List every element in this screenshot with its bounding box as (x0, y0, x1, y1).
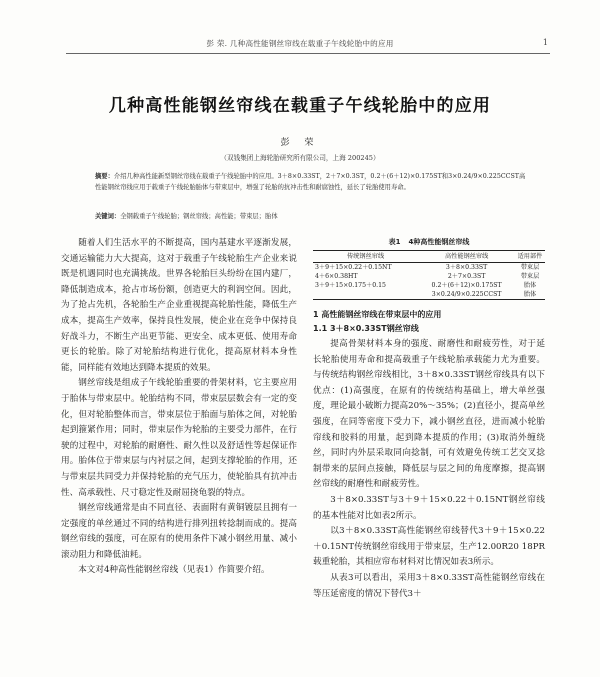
section-heading: 1 高性能钢丝帘线在带束层中的应用 (313, 310, 442, 319)
table-caption: 4种高性能钢丝帘线 (408, 238, 470, 246)
table-cell: 带束层 (520, 264, 540, 271)
author: 彭 荣 (280, 138, 320, 148)
table-header-cell: 传统钢丝帘线 (313, 251, 418, 263)
paragraph: 提高骨架材料本身的强度、耐磨性和耐疲劳性，对于延长轮胎使用寿命和提高载重子午线轮胎承载能力尤为重要。与传统结构钢丝帘线相比，3＋8×0.33ST钢丝帘线具有以下优点：(1)高强度，在原有的传统结构基础上，增大单丝强度，理论最小破断力提高20%～35%；(2)直径小，提高单丝强度，在同等密度下受力下，减小钢丝直径，进而减小轮胎帘线和胶料的用量，起到降本提质的作用；(3)取消外缠绕丝，同时内外层采取同向捻制，可有效避免传统工艺交叉捻制带来的层间点接触，降低层与层之间的角度摩擦，提高钢丝帘线的耐磨性和耐疲劳性。 (313, 339, 545, 490)
paragraph: 钢丝帘线通常是由不同直径、表面附有黄铜镀层且拥有一定强度的单丝通过不同的结构进行排列扭转捻制而成的。提高钢丝帘线的强度，可在原有的使用条件下减小钢丝用量、减小滚动阻力和降低油耗。 (61, 503, 297, 560)
paragraph: 本文对4种高性能钢丝帘线（见表1）作简要介绍。 (78, 565, 270, 576)
abstract-label: 摘要： (95, 173, 114, 180)
paragraph: 从表3可以看出，采用3＋8×0.33ST高性能钢丝帘线在等压延密度的情况下替代3＋ (313, 572, 545, 599)
paragraph: 以3＋8×0.33ST高性能钢丝帘线替代3＋9＋15×0.22＋0.15NT传统钢丝帘线用于带束层，生产12.00R20 18PR载重轮胎，其相应帘布材料对比情况如表3所示。 (313, 526, 545, 568)
table-header-cell: 适用部件 (515, 251, 545, 263)
table-cell: 3＋8×0.33ST (445, 264, 488, 271)
subsection-heading: 1.1 3＋8×0.33ST钢丝帘线 (313, 324, 419, 333)
table-cell: 3×0.24/9×0.225CCST (431, 291, 502, 298)
table-cell: 2＋7×0.3ST (447, 273, 486, 280)
running-head: 彭 荣. 几种高性能钢丝帘线在载重子午线轮胎中的应用 (206, 39, 394, 48)
keywords-text: 全钢载重子午线轮胎；钢丝帘线；高性能；带束层；胎体 (120, 213, 278, 220)
table-cell: 3＋9＋15×0.22＋0.15NT (315, 264, 392, 271)
table-row (313, 272, 545, 281)
abstract (95, 171, 529, 193)
table-title (313, 236, 545, 248)
abstract-text: 介绍几种高性能新型钢丝帘线在载重子午线轮胎中的应用。3＋8×0.33ST，2＋7×0.3ST，0.2＋(6＋12)×0.175ST和3×0.24/9×0.225CCST高性能钢丝帘线应用于载重子午线轮胎胎体与带束层中，增强了轮胎的抗冲击性和耐腐蚀性，延长了轮胎使用寿命。 (95, 173, 526, 192)
left-column (61, 236, 297, 579)
table-row (313, 263, 545, 273)
table-cell: 0.2＋(6＋12)×0.175ST (431, 282, 502, 289)
right-column (313, 236, 545, 602)
keywords-label: 关键词： (95, 213, 121, 220)
table-cell (313, 290, 418, 300)
paragraph: 钢丝帘线是组成子午线轮胎重要的骨架材料，它主要应用于胎体与带束层中。轮胎结构不同，带束层层数会有一定的变化，但对轮胎整体而言，带束层位于胎面与胎体之间，对轮胎起到箍紧作用；同时，带束层作为轮胎的主要受力部件，在行驶的过程中，对轮胎的耐磨性、耐久性以及舒适性等起保证作用。胎体位于带束层与内衬层之间，起到支撑轮胎的作用，还与带束层共同受力并保持轮胎的充气压力，使轮胎具有抗冲击性、高承载性、尺寸稳定性及耐屈挠龟裂的特点。 (61, 378, 297, 498)
table-1 (313, 250, 545, 300)
table-header-row (313, 251, 545, 263)
table-cell: 带束层 (520, 273, 540, 280)
paragraph: 随着人们生活水平的不断提高，国内基建水平逐渐发展，交通运输能力大大提高，这对于载重子午线轮胎生产企业来说既是机遇同时也充满挑战。世界各轮胎巨头纷纷在国内建厂，降低制造成本，抢占市场份额，创造更大的利润空间。因此，为了抢占先机，各轮胎生产企业重视提高轮胎性能，降低生产成本，提高生产效率，保持良性发展，使企业在竞争中保持良好战斗力，不断生产出更节能、更安全、成本更低、使用寿命更长的轮胎。除了对轮胎结构进行优化，提高原材料本身性能，同样能有效地达到降本提质的效果。 (61, 238, 297, 373)
table-row (313, 281, 545, 290)
page-number: 1 (542, 38, 548, 47)
paragraph: 3＋8×0.33ST与3＋9＋15×0.22＋0.15NT钢丝帘线的基本性能对比如表2所示。 (313, 494, 545, 521)
table-cell: 4＋6×0.38HT (315, 273, 358, 280)
keywords (95, 211, 529, 222)
table-row (313, 290, 545, 300)
paper-title: 几种高性能钢丝帘线在载重子午线轮胎中的应用 (108, 96, 492, 116)
table-cell: 胎体 (523, 291, 537, 298)
affiliation: （双钱集团上海轮胎研究所有限公司，上海 200245） (220, 154, 380, 162)
table-cell: 3＋9＋15×0.175＋0.15 (315, 282, 386, 289)
table-cell: 胎体 (523, 282, 537, 289)
table-label: 表1 (388, 238, 401, 246)
header-rule (66, 53, 550, 54)
table-header-cell: 高性能钢丝帘线 (418, 251, 515, 263)
